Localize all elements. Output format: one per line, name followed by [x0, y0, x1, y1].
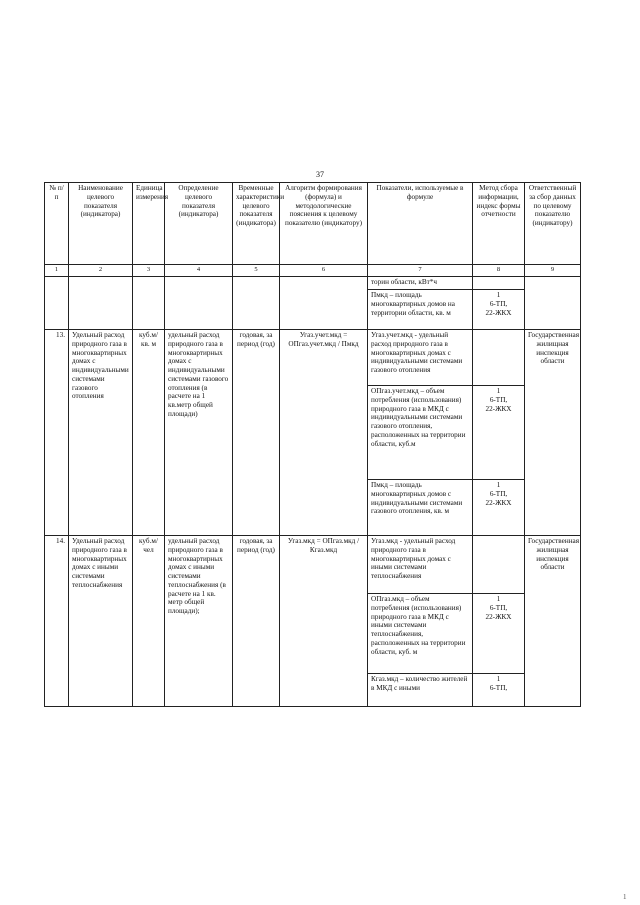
method-text: 1 6-ТП, 22-ЖКХ: [473, 594, 525, 674]
param-text: Кгаз.мкд – количество жителей в МКД с иными: [368, 674, 473, 707]
header-name: Наименование целевого показателя (индикатора): [69, 183, 133, 265]
table-row: [45, 330, 581, 386]
method-text: [473, 536, 525, 594]
col-number: 4: [165, 265, 233, 277]
indicator-name: Удельный расход природного газа в многоквартирных домах с иными системами теплоснабжения: [69, 536, 133, 707]
page-number: 37: [316, 170, 324, 179]
col-number: 8: [473, 265, 525, 277]
method-text: 1 6-ТП,: [473, 674, 525, 707]
method-text: [473, 330, 525, 386]
col-number: 2: [69, 265, 133, 277]
col-number: 7: [368, 265, 473, 277]
column-numbers-row: [45, 265, 581, 277]
indicators-table: [44, 182, 581, 707]
param-text: Пмкд – площадь многоквартирных домов с индивидуальными системами газового отопления, кв. м: [368, 480, 473, 536]
col-number: 5: [233, 265, 280, 277]
row-number: 14.: [45, 536, 69, 707]
method-text: 1 6-ТП, 22-ЖКХ: [473, 290, 525, 330]
responsible: Государственная жилищная инспекция области: [525, 536, 581, 707]
col-number: 1: [45, 265, 69, 277]
col-number: 9: [525, 265, 581, 277]
param-text: ОПгаз.мкд – объем потребления (использования) природного газа в МКД с иными системами теплоснабжения, расположенных на территории области, куб. м: [368, 594, 473, 674]
definition: удельный расход природного газа в многоквартирных домах с индивидуальными системами газового отопления (в расчете на 1 кв.метр общей площади): [165, 330, 233, 536]
param-text: Пмкд – площадь многоквартирных домов на территории области, кв. м: [368, 290, 473, 330]
col-number: 6: [280, 265, 368, 277]
unit: куб.м/чел: [133, 536, 165, 707]
unit: куб.м/кв. м: [133, 330, 165, 536]
header-responsible: Ответственный за сбор данных по целевому показателю (индикатору): [525, 183, 581, 265]
header-formula: Алгоритм формирования (формула) и методологические пояснения к целевому показателю (индикатору): [280, 183, 368, 265]
indicator-name: Удельный расход природного газа в многоквартирных домах с индивидуальными системами газового отопления: [69, 330, 133, 536]
header-time: Временные характеристики целевого показателя (индикатора): [233, 183, 280, 265]
formula: Угаз.мкд = ОПгаз.мкд / Кгаз.мкд: [280, 536, 368, 707]
header-num: № п/п: [45, 183, 69, 265]
corner-mark: 1: [623, 893, 627, 901]
table-row: [45, 536, 581, 594]
definition: удельный расход природного газа в многоквартирных домах с иными системами теплоснабжения (в расчете на 1 кв. метр общей площади);: [165, 536, 233, 707]
row-number: 13.: [45, 330, 69, 536]
param-text: торин области, кВт*ч: [368, 277, 473, 290]
param-text: Угаз.учет.мкд - удельный расход природного газа в многоквартирных домах с индивидуальными системами газового отопления: [368, 330, 473, 386]
formula: Угаз.учет.мкд = ОПгаз.учет.мкд / Пмкд: [280, 330, 368, 536]
responsible: Государственная жилищная инспекция области: [525, 330, 581, 536]
param-text: Угаз.мкд - удельный расход природного газа в многоквартирных домах с иными системами теплоснабжения: [368, 536, 473, 594]
table-row: [45, 277, 581, 290]
time-characteristic: годовая, за период (год): [233, 330, 280, 536]
header-params: Показатели, используемые в формуле: [368, 183, 473, 265]
method-text: 1 6-ТП, 22-ЖКХ: [473, 480, 525, 536]
method-text: 1 6-ТП, 22-ЖКХ: [473, 386, 525, 480]
col-number: 3: [133, 265, 165, 277]
header-method: Метод сбора информации, индекс формы отчетности: [473, 183, 525, 265]
table-header-row: [45, 183, 581, 265]
header-definition: Определение целевого показателя (индикатора): [165, 183, 233, 265]
param-text: ОПгаз.учет.мкд – объем потребления (использования) природного газа в МКД с индивидуальными системами газового отопления, расположенных на территории области, куб.м: [368, 386, 473, 480]
time-characteristic: годовая, за период (год): [233, 536, 280, 707]
header-unit: Единица измерения: [133, 183, 165, 265]
